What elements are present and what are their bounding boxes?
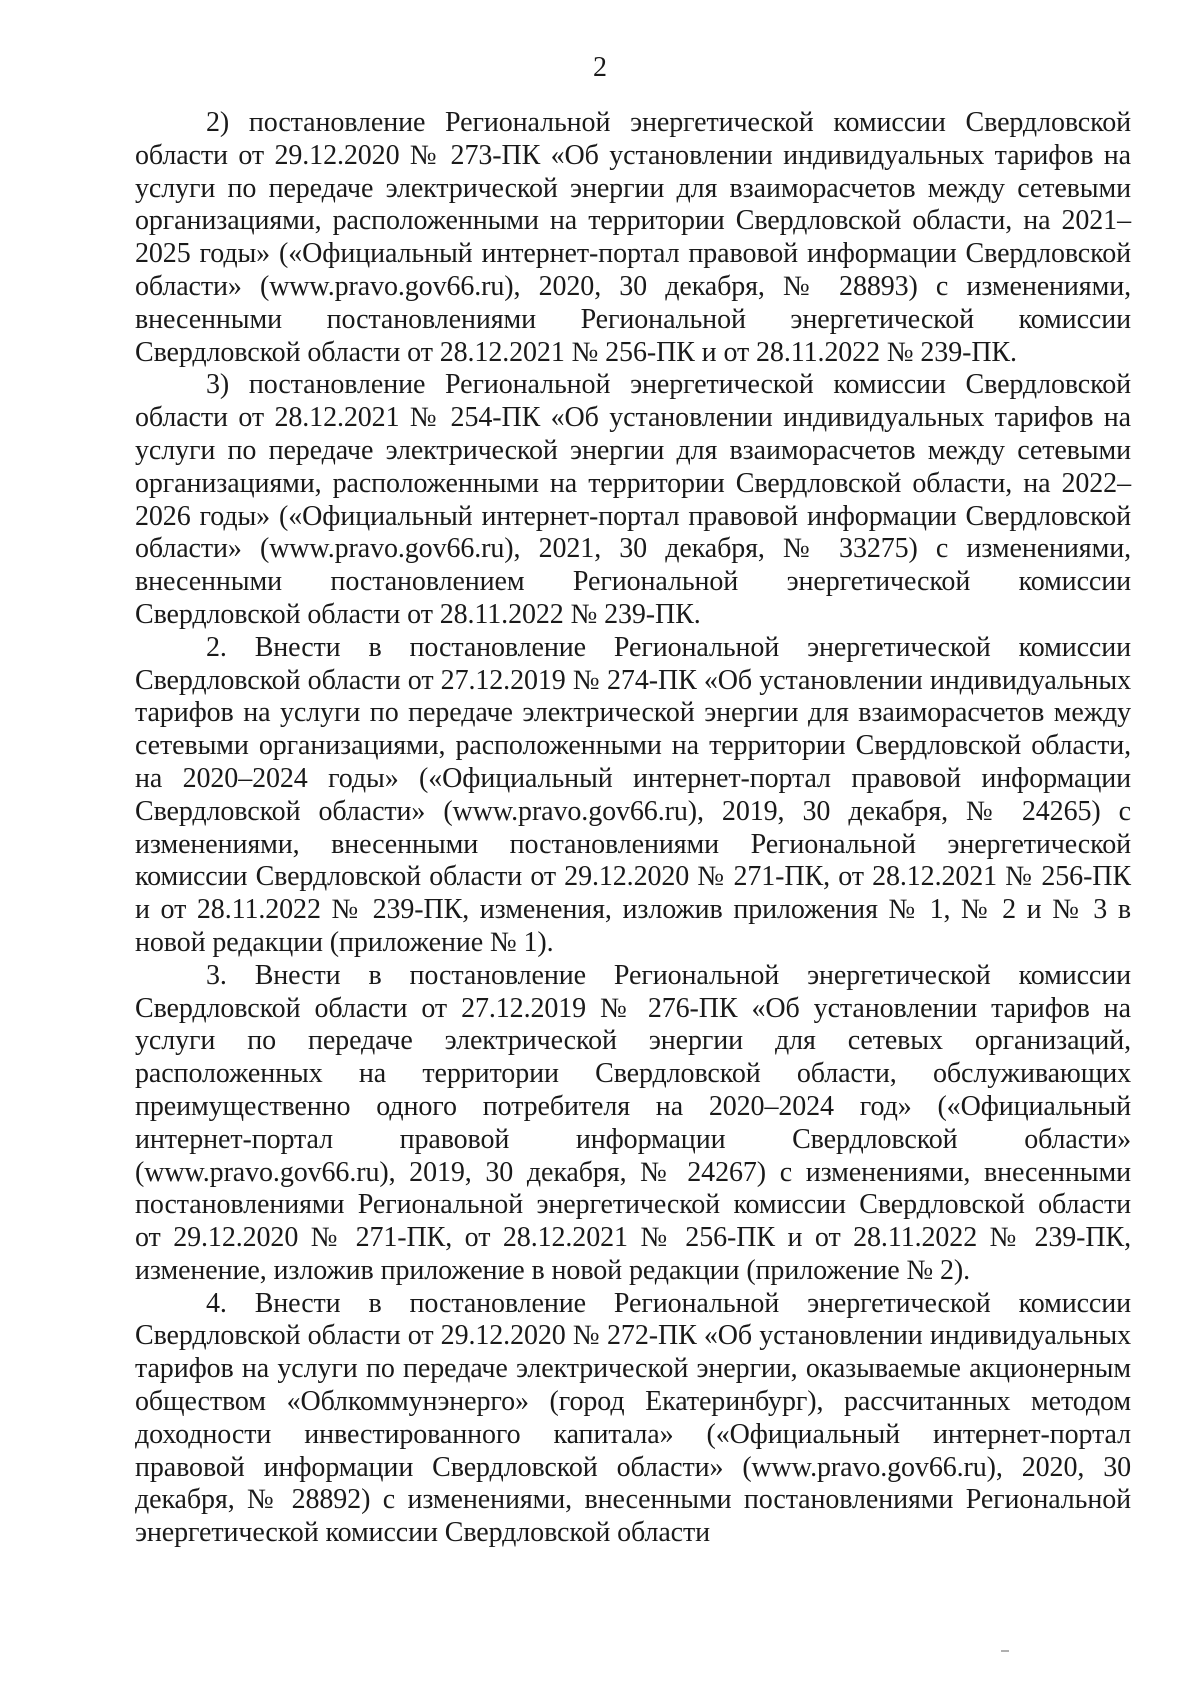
scan-artifact	[1001, 1650, 1009, 1652]
paragraph-item-2: 2. Внести в постановление Региональной энергетической комиссии Свердловской области от 27.12.2019 № 274-ПК «Об установлении индивидуальных тарифов на услуги по передаче электрической энергии для взаиморасчетов между сетевыми организациями, расположенными на территории Свердловской области, на 2020–2024 годы» («Официальный интернет-портал правовой информации Свердловской области» (www.pravo.gov66.ru), 2019, 30 декабря, № 24265) с изменениями, внесенными постановлениями Региональной энергетической комиссии Свердловской области от 29.12.2020 № 271-ПК, от 28.12.2021 № 256-ПК и от 28.11.2022 № 239-ПК, изменения, изложив приложения № 1, № 2 и № 3 в новой редакции (приложение № 1).	[135, 631, 1131, 958]
document-body	[135, 107, 1131, 1550]
paragraph-item-4: 4. Внести в постановление Региональной энергетической комиссии Свердловской области от 29.12.2020 № 272-ПК «Об установлении индивидуальных тарифов на услуги по передаче электрической энергии, оказываемые акционерным обществом «Облкоммунэнерго» (город Екатеринбург), рассчитанных методом доходности инвестированного капитала» («Официальный интернет-портал правовой информации Свердловской области» (www.pravo.gov66.ru), 2020, 30 декабря, № 28892) с изменениями, внесенными постановлениями Региональной энергетической комиссии Свердловской области	[135, 1287, 1131, 1549]
paragraph-item-3: 3. Внести в постановление Региональной энергетической комиссии Свердловской области от 27.12.2019 № 276-ПК «Об установлении тарифов на услуги по передаче электрической энергии для сетевых организаций, расположенных на территории Свердловской области, обслуживающих преимущественно одного потребителя на 2020–2024 год» («Официальный интернет-портал правовой информации Свердловской области» (www.pravo.gov66.ru), 2019, 30 декабря, № 24267) с изменениями, внесенными постановлениями Региональной энергетической комиссии Свердловской области от 29.12.2020 № 271-ПК, от 28.12.2021 № 256-ПК и от 28.11.2022 № 239-ПК, изменение, изложив приложение в новой редакции (приложение № 2).	[135, 959, 1131, 1286]
paragraph-subitem-2: 2) постановление Региональной энергетической комиссии Свердловской области от 29.12.2020 № 273-ПК «Об установлении индивидуальных тарифов на услуги по передаче электрической энергии для взаиморасчетов между сетевыми организациями, расположенными на территории Свердловской области, на 2021–2025 годы» («Официальный интернет-портал правовой информации Свердловской области» (www.pravo.gov66.ru), 2020, 30 декабря, № 28893) с изменениями, внесенными постановлениями Региональной энергетической комиссии Свердловской области от 28.12.2021 № 256-ПК и от 28.11.2022 № 239-ПК.	[135, 107, 1131, 368]
page-number: 2	[593, 52, 607, 83]
paragraph-subitem-3: 3) постановление Региональной энергетической комиссии Свердловской области от 28.12.2021 № 254-ПК «Об установлении индивидуальных тарифов на услуги по передаче электрической энергии для взаиморасчетов между сетевыми организациями, расположенными на территории Свердловской области, на 2022–2026 годы» («Официальный интернет-портал правовой информации Свердловской области» (www.pravo.gov66.ru), 2021, 30 декабря, № 33275) с изменениями, внесенными постановлением Региональной энергетической комиссии Свердловской области от 28.11.2022 № 239-ПК.	[135, 369, 1131, 630]
